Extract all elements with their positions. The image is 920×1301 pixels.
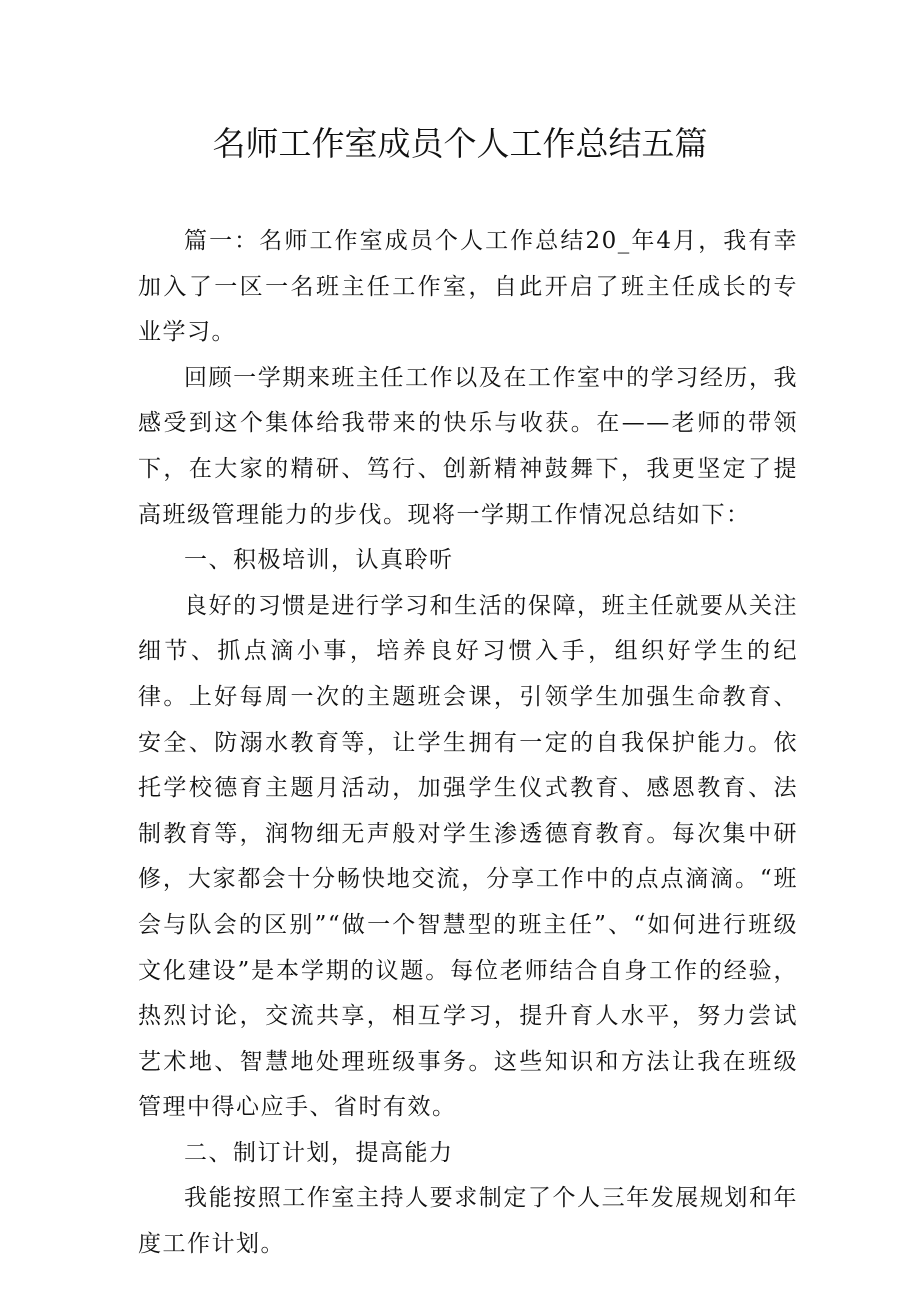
paragraph-plan: 我能按照工作室主持人要求制定了个人三年发展规划和年度工作计划。 <box>138 1185 798 1258</box>
document-body <box>138 219 798 1268</box>
paragraph-habits: 良好的习惯是进行学习和生活的保障，班主任就要从关注细节、抓点滴小事，培养良好习惯入手，组织好学生的纪律。上好每周一次的主题班会课，引领学生加强生命教育、安全、防溺水教育等，让学生拥有一定的自我保护能力。依托学校德育主题月活动，加强学生仪式教育、感恩教育、法制教育等，润物细无声般对学生渗透德育教育。每次集中研修，大家都会十分畅快地交流，分享工作中的点点滴滴。“班会与队会的区别”“做一个智慧型的班主任”、“如何进行班级文化建设”是本学期的议题。每位老师结合自身工作的经验，热烈讨论，交流共享，相互学习，提升育人水平，努力尝试艺术地、智慧地处理班级事务。这些知识和方法让我在班级管理中得心应手、省时有效。 <box>138 592 798 1121</box>
section-heading-2: 二、制订计划，提高能力 <box>184 1139 454 1166</box>
section-heading-1: 一、积极培训，认真聆听 <box>184 547 454 574</box>
document-title: 名师工作室成员个人工作总结五篇 <box>212 124 708 163</box>
paragraph-review: 回顾一学期来班主任工作以及在工作室中的学习经历，我感受到这个集体给我带来的快乐与收获。在——老师的带领下，在大家的精研、笃行、创新精神鼓舞下，我更坚定了提高班级管理能力的步伐。现将一学期工作情况总结如下： <box>138 364 798 528</box>
paragraph-intro: 篇一：名师工作室成员个人工作总结20_年4月，我有幸加入了一区一名班主任工作室，自此开启了班主任成长的专业学习。 <box>138 228 798 346</box>
